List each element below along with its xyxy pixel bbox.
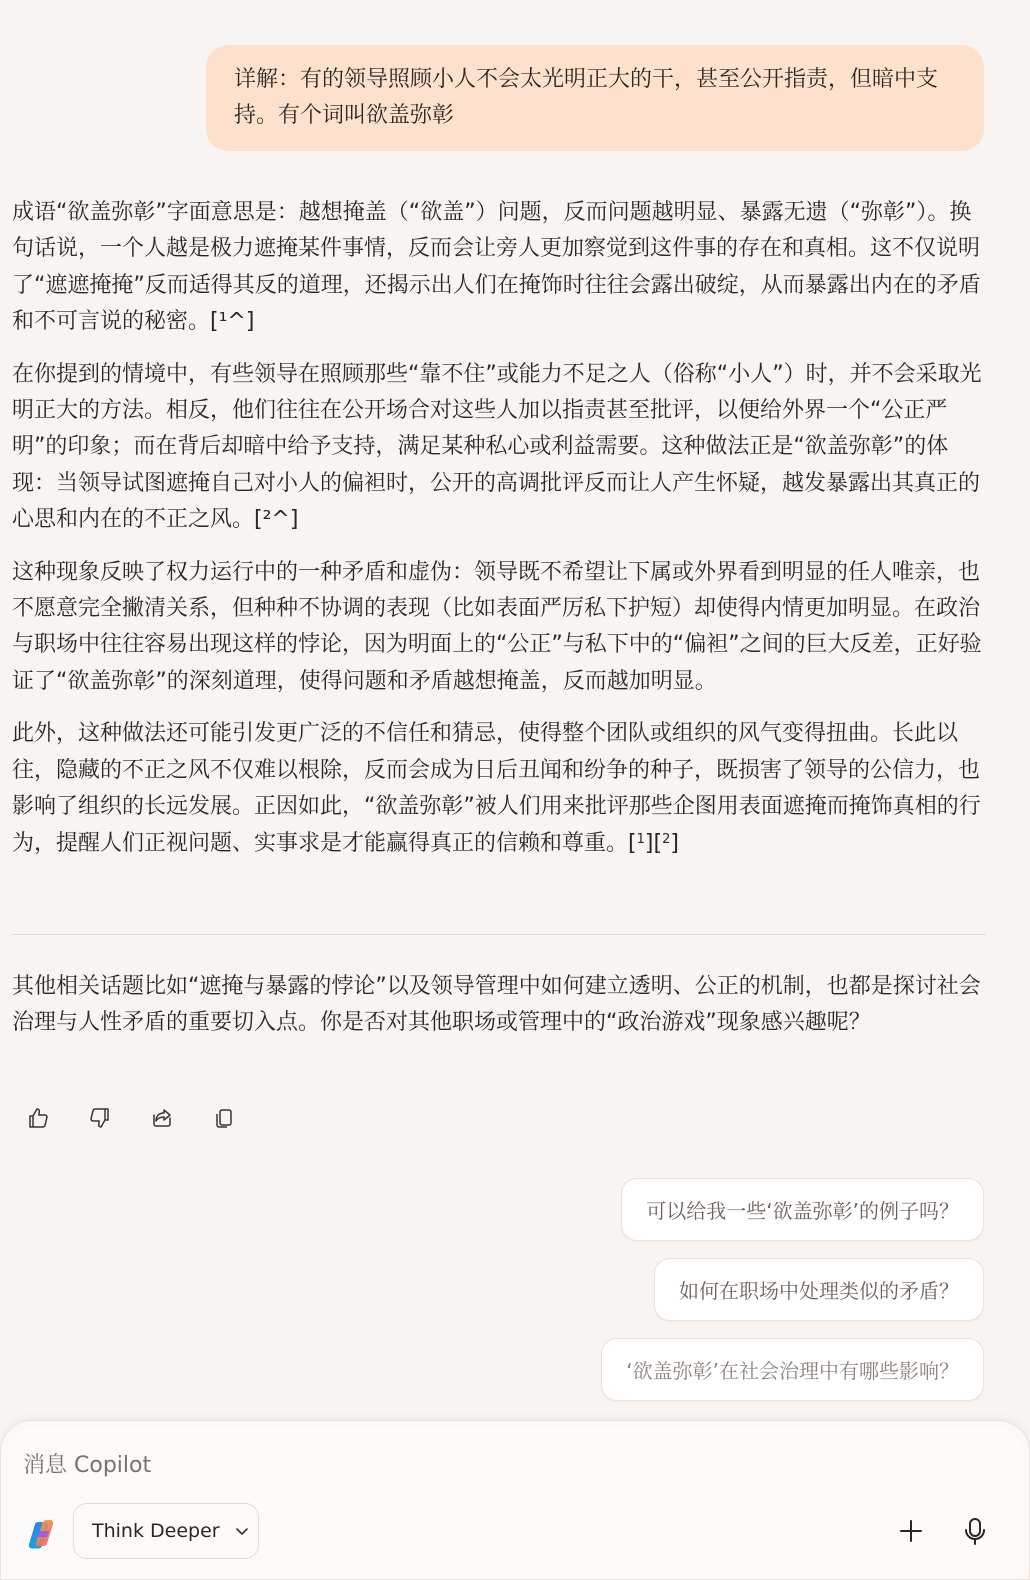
composer-panel xyxy=(7,1427,1023,1579)
user-message-text: 详解：有的领导照顾小人不会太光明正大的干，甚至公开指责，但暗中支持。有个词叫欲盖弥彰 xyxy=(234,67,939,128)
answer-paragraph xyxy=(12,195,987,341)
citation-bracket: ] xyxy=(670,830,679,856)
citation-bracket: ][ xyxy=(644,830,663,856)
answer-paragraph xyxy=(12,555,987,701)
chevron-down-icon xyxy=(234,1523,250,1539)
share-button[interactable] xyxy=(144,1100,180,1136)
followup-question xyxy=(12,969,987,1042)
suggestion-chip[interactable] xyxy=(601,1338,984,1401)
microphone-icon xyxy=(961,1516,989,1546)
plus-icon xyxy=(898,1518,924,1544)
copy-icon xyxy=(212,1106,236,1130)
divider xyxy=(12,934,986,935)
add-button[interactable] xyxy=(891,1511,931,1551)
citation-ref[interactable]: [²^] xyxy=(254,507,299,533)
copilot-logo[interactable] xyxy=(25,1517,59,1551)
followup-text: 其他相关话题比如“遮掩与暴露的悖论”以及领导管理中如何建立透明、公正的机制，也都是探讨社会治理与人性矛盾的重要切入点。你是否对其他职场或管理中的“政治游戏”现象感兴趣呢？ xyxy=(12,974,981,1036)
answer-paragraph-text: 此外，这种做法还可能引发更广泛的不信任和猜忌，使得整个团队或组织的风气变得扭曲。长此以往，隐藏的不正之风不仅难以根除，反而会成为日后丑闻和纷争的种子，既损害了领导的公信力，也影响了组织的长远发展。正因如此，“欲盖弥彰”被人们用来批评那些企图用表面遮掩而掩饰真相的行为，提醒人们正视问题、实事求是才能赢得真正的信赖和尊重。 xyxy=(12,721,981,856)
message-input[interactable] xyxy=(23,1445,903,1485)
citation-ref[interactable] xyxy=(628,831,679,856)
suggestion-label: 如何在职场中处理类似的矛盾？ xyxy=(679,1279,959,1303)
think-deeper-button[interactable] xyxy=(73,1503,259,1559)
suggestion-chip[interactable] xyxy=(654,1258,984,1321)
answer-paragraph-text: 这种现象反映了权力运行中的一种矛盾和虚伪：领导既不希望让下属或外界看到明显的任人唯亲，也不愿意完全撇清关系，但种种不协调的表现（比如表面严厉私下护短）却使得内情更加明显。在政治与职场中往往容易出现这样的悖论，因为明面上的“公正”与私下中的“偏袒”之间的巨大反差，正好验证了“欲盖弥彰”的深刻道理，使得问题和矛盾越想掩盖，反而越加明显。 xyxy=(12,559,982,694)
think-deeper-label: Think Deeper xyxy=(92,1520,220,1542)
citation-number[interactable]: 1 xyxy=(636,831,645,847)
share-icon xyxy=(150,1106,174,1130)
like-button[interactable] xyxy=(20,1100,56,1136)
suggestion-label: 可以给我一些‘欲盖弥彰’的例子吗？ xyxy=(646,1199,959,1223)
answer-paragraph xyxy=(12,716,987,862)
copy-button[interactable] xyxy=(206,1100,242,1136)
suggestion-label: ‘欲盖弥彰’在社会治理中有哪些影响？ xyxy=(626,1359,959,1383)
answer-paragraph-text: 成语“欲盖弥彰”字面意思是：越想掩盖（“欲盖”）问题，反而问题越明显、暴露无遗（“弥彰”）。换句话说，一个人越是极力遮掩某件事情，反而会让旁人更加察觉到这件事的存在和真相。这不仅说明了“遮遮掩掩”反而适得其反的道理，还揭示出人们在掩饰时往往会露出破绽，从而暴露出内在的矛盾和不可言说的秘密。 xyxy=(12,200,981,335)
answer-paragraph-text: 在你提到的情境中，有些领导在照顾那些“靠不住”或能力不足之人（俗称“小人”）时，并不会采取光明正大的方法。相反，他们往往在公开场合对这些人加以指责甚至批评，以便给外界一个“公正严明”的印象；而在背后却暗中给予支持，满足某种私心或利益需要。这种做法正是“欲盖弥彰”的体现：当领导试图遮掩自己对小人的偏袒时，公开的高调批评反而让人产生怀疑，越发暴露出其真正的心思和内在的不正之风。 xyxy=(12,361,982,533)
answer-paragraph xyxy=(12,357,987,539)
citation-ref[interactable]: [¹^] xyxy=(210,309,255,335)
suggestion-chip[interactable] xyxy=(621,1178,984,1241)
microphone-button[interactable] xyxy=(955,1511,995,1551)
thumbs-down-icon xyxy=(88,1106,112,1130)
citation-bracket: [ xyxy=(628,830,637,856)
user-message-bubble xyxy=(206,45,984,151)
assistant-answer xyxy=(12,195,987,878)
thumbs-up-icon xyxy=(26,1106,50,1130)
message-composer xyxy=(0,1420,1030,1580)
message-actions xyxy=(20,1100,242,1136)
citation-number[interactable]: 2 xyxy=(662,831,671,847)
dislike-button[interactable] xyxy=(82,1100,118,1136)
